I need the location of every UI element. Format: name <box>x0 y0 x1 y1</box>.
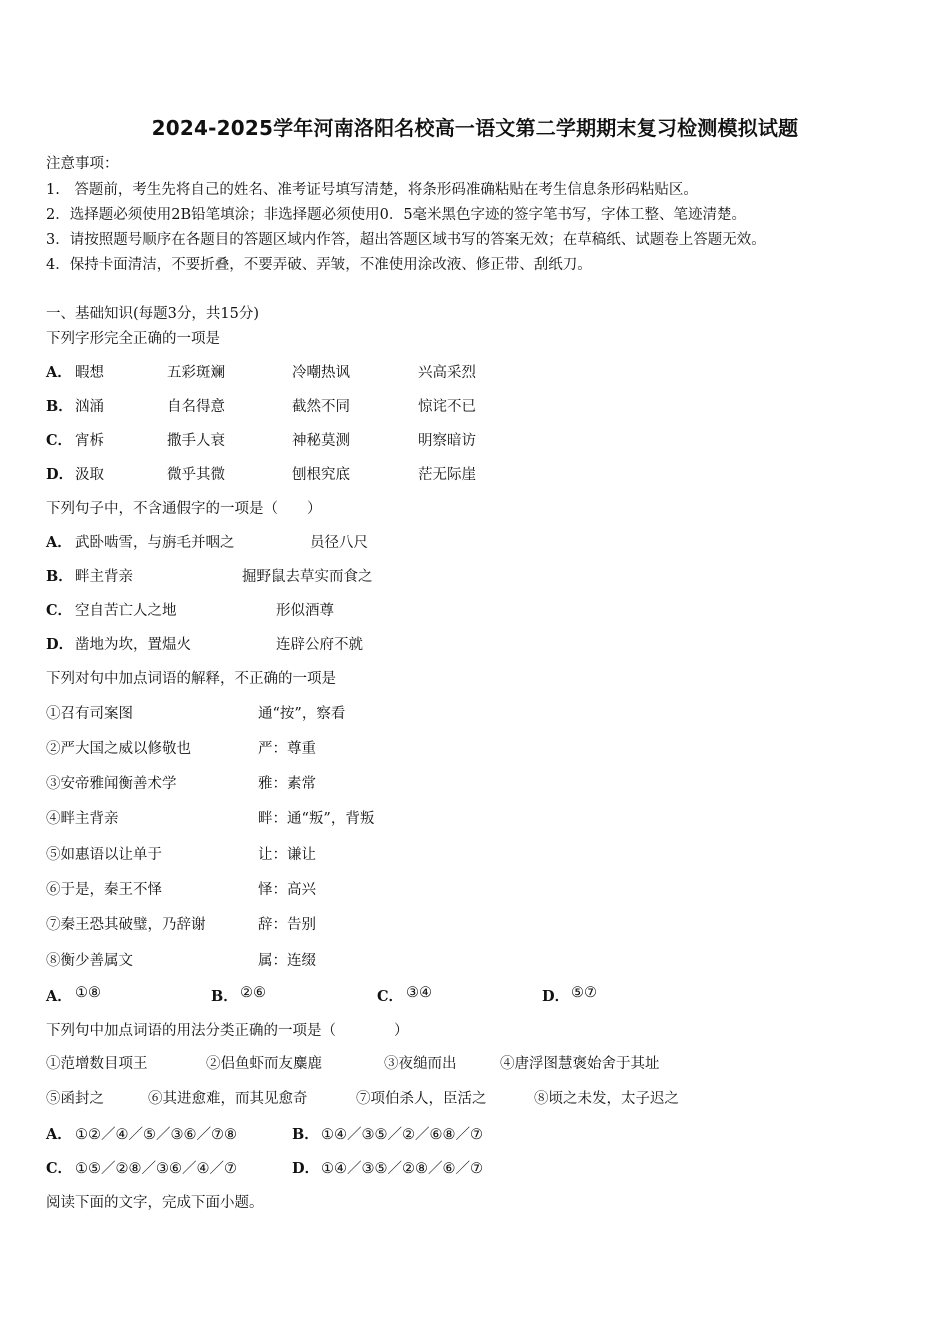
option-word: 自名得意 <box>167 399 225 415</box>
option-text: ①⑧ <box>75 985 101 1001</box>
option-text: 畔主背亲 <box>75 569 133 585</box>
notice-item: 4．保持卡面清洁，不要折叠，不要弄破、弄皱，不准使用涂改液、修正带、刮纸刀。 <box>46 257 592 273</box>
q3-sentence: ⑧衡少善属文 <box>46 953 133 969</box>
option-word: 撒手人衰 <box>167 433 225 449</box>
option-text: 凿地为坎，置煴火 <box>75 637 191 653</box>
option-letter: D． <box>46 636 74 653</box>
option-text: ①④／③⑤／②⑧／⑥／⑦ <box>321 1161 483 1177</box>
option-word: 微乎其微 <box>167 467 225 483</box>
q3-explanation: 怿：高兴 <box>258 882 316 898</box>
option-word: 宵柝 <box>75 433 104 449</box>
option-letter: B． <box>211 988 238 1005</box>
reading-intro: 阅读下面的文字，完成下面小题。 <box>46 1195 264 1211</box>
option-word: 明察暗访 <box>418 433 476 449</box>
q3-sentence: ②严大国之威以修敬也 <box>46 741 191 757</box>
notice-heading: 注意事项： <box>46 156 119 172</box>
q4-item: ⑤函封之 <box>46 1091 104 1107</box>
option-text: ③④ <box>406 985 432 1001</box>
option-text: 空自苦亡人之地 <box>75 603 177 619</box>
option-word: 暇想 <box>75 365 104 381</box>
q3-explanation: 辞：告别 <box>258 917 316 933</box>
q4-item: ⑦项伯杀人，臣活之 <box>356 1091 487 1107</box>
section-heading: 一、基础知识(每题3分，共15分) <box>46 306 259 322</box>
option-letter: A． <box>46 534 72 551</box>
option-letter: A． <box>46 364 72 381</box>
q4-stem: 下列句中加点词语的用法分类正确的一项是（ ） <box>46 1023 409 1039</box>
option-text: ⑤⑦ <box>571 985 597 1001</box>
option-letter: C． <box>46 602 73 619</box>
q3-explanation: 畔：通“叛”，背叛 <box>258 811 375 827</box>
q4-item: ④唐浮图慧褒始舍于其址 <box>500 1056 660 1072</box>
option-letter: B． <box>292 1126 319 1143</box>
option-text: ①⑤／②⑧／③⑥／④／⑦ <box>75 1161 237 1177</box>
q3-explanation: 通“按”，察看 <box>258 706 346 722</box>
option-word: 惊诧不已 <box>418 399 476 415</box>
q3-explanation: 雅：素常 <box>258 776 316 792</box>
option-word: 五彩斑斓 <box>167 365 225 381</box>
notice-item: 1. 答题前，考生先将自己的姓名、准考证号填写清楚，将条形码准确粘贴在考生信息条形码粘贴区。 <box>46 182 698 198</box>
option-letter: C． <box>46 1160 73 1177</box>
option-text: 连辟公府不就 <box>276 637 363 653</box>
q3-explanation: 属：连缀 <box>258 953 316 969</box>
option-text: ②⑥ <box>240 985 266 1001</box>
option-word: 冷嘲热讽 <box>292 365 350 381</box>
q3-sentence: ③安帝雅闻衡善术学 <box>46 776 177 792</box>
q3-sentence: ①召有司案图 <box>46 706 133 722</box>
q4-item: ②侣鱼虾而友麋鹿 <box>206 1056 322 1072</box>
option-letter: D． <box>542 988 570 1005</box>
q2-stem: 下列句子中，不含通假字的一项是（ ） <box>46 501 322 517</box>
q4-item: ③夜缒而出 <box>384 1056 457 1072</box>
q3-sentence: ④畔主背亲 <box>46 811 119 827</box>
q1-stem: 下列字形完全正确的一项是 <box>46 331 220 347</box>
option-letter: A． <box>46 988 72 1005</box>
option-text: 形似酒尊 <box>276 603 334 619</box>
option-word: 汲取 <box>75 467 104 483</box>
option-letter: D． <box>292 1160 320 1177</box>
option-letter: B． <box>46 398 73 415</box>
notice-item: 3．请按照题号顺序在各题目的答题区域内作答，超出答题区域书写的答案无效；在草稿纸、试题卷上答题无效。 <box>46 232 766 248</box>
option-letter: A． <box>46 1126 72 1143</box>
option-word: 截然不同 <box>292 399 350 415</box>
option-word: 汹涌 <box>75 399 104 415</box>
q3-sentence: ⑥于是，秦王不怿 <box>46 882 162 898</box>
notice-item: 2．选择题必须使用2B铅笔填涂；非选择题必须使用0．5毫米黑色字迹的签字笔书写，字体工整、笔迹清楚。 <box>46 207 747 223</box>
option-letter: D． <box>46 466 74 483</box>
q4-item: ⑧顷之未发，太子迟之 <box>534 1091 679 1107</box>
page-title: 2024-2025学年河南洛阳名校高一语文第二学期期末复习检测模拟试题 <box>151 116 799 140</box>
q4-item: ①范增数目项王 <box>46 1056 148 1072</box>
option-text: ①④／③⑤／②／⑥⑧／⑦ <box>321 1127 483 1143</box>
q4-item: ⑥其进愈难，而其见愈奇 <box>148 1091 308 1107</box>
option-text: ①②／④／⑤／③⑥／⑦⑧ <box>75 1127 237 1143</box>
q3-explanation: 严：尊重 <box>258 741 316 757</box>
q3-sentence: ⑦秦王恐其破璧，乃辞谢 <box>46 917 206 933</box>
q3-sentence: ⑤如惠语以让单于 <box>46 847 162 863</box>
option-letter: B． <box>46 568 73 585</box>
option-letter: C． <box>377 988 404 1005</box>
option-word: 茫无际崖 <box>418 467 476 483</box>
option-letter: C． <box>46 432 73 449</box>
option-text: 武卧啮雪，与旃毛并咽之 <box>75 535 235 551</box>
option-word: 兴高采烈 <box>418 365 476 381</box>
option-text: 掘野鼠去草实而食之 <box>242 569 373 585</box>
q3-explanation: 让：谦让 <box>258 847 316 863</box>
option-word: 神秘莫测 <box>292 433 350 449</box>
option-word: 刨根究底 <box>292 467 350 483</box>
q3-stem: 下列对句中加点词语的解释，不正确的一项是 <box>46 671 336 687</box>
option-text: 员径八尺 <box>310 535 368 551</box>
